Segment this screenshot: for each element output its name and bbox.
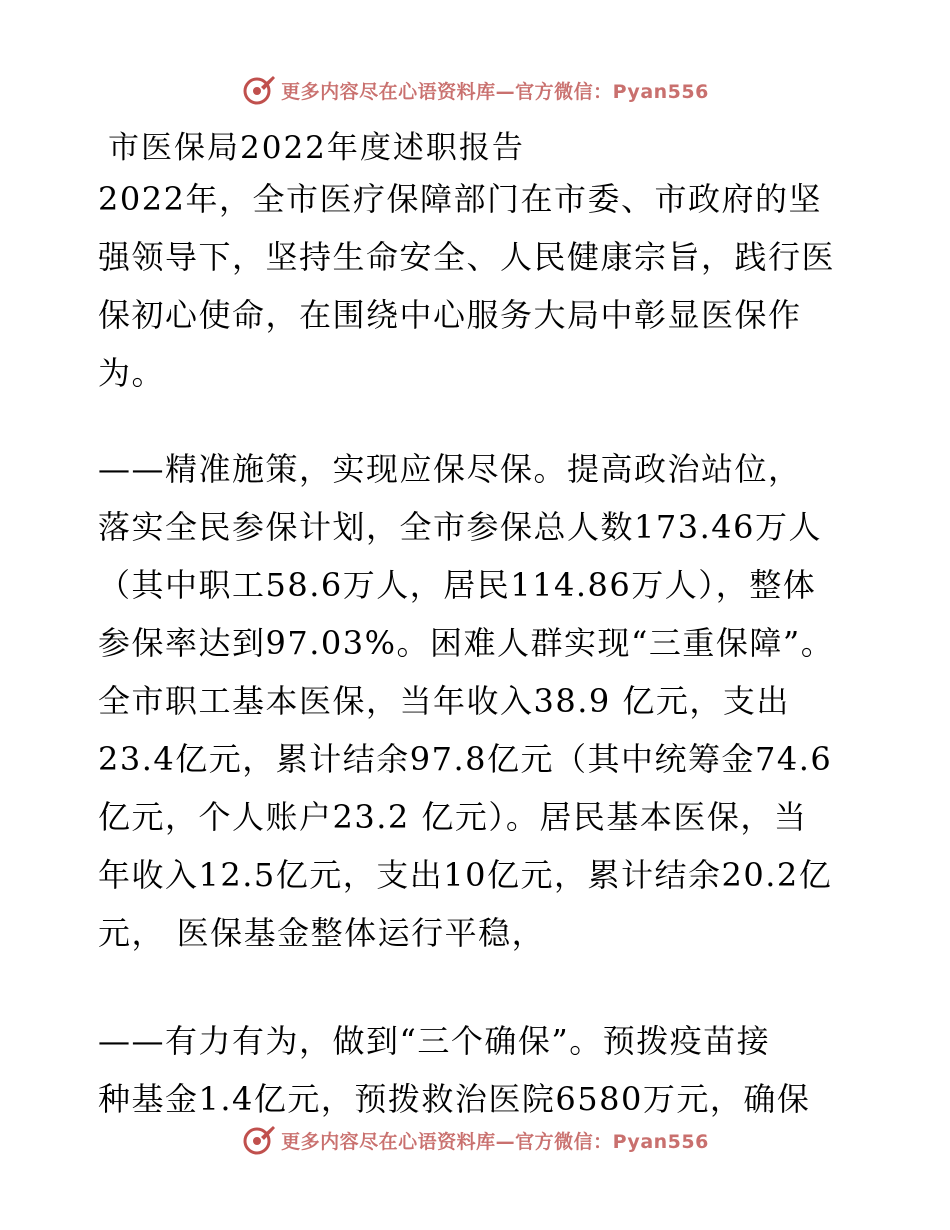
text-line: （其中职工58.6万人，居民114.86万人），整体 (98, 566, 817, 604)
pen-logo-icon (241, 72, 277, 108)
text-line: 参保率达到97.03%。困难人群实现“三重保障”。 (98, 624, 835, 662)
text-line: 种基金1.4亿元，预拨救治医院6580万元，确保 (98, 1080, 811, 1118)
text-line: 亿元，个人账户23.2 亿元）。居民基本医保，当 (98, 798, 808, 836)
text-line: 23.4亿元，累计结余97.8亿元（其中统筹金74.6 (98, 740, 833, 778)
text-line: 年收入12.5亿元，支出10亿元，累计结余20.2亿 (98, 856, 833, 894)
text-line: 元， 医保基金整体运行平稳， (98, 914, 546, 952)
paragraph-three-guarantees (98, 1012, 878, 1128)
document-title: 市医保局2022年度述职报告 (108, 130, 525, 166)
watermark-text: 更多内容尽在心语资料库—官方微信：Pyan556 (281, 1130, 709, 1153)
text-line: 为。 (98, 354, 166, 392)
text-line: 2022年，全市医疗保障部门在市委、市政府的坚 (98, 180, 822, 218)
watermark-footer (0, 1120, 950, 1160)
watermark-header (0, 70, 950, 110)
text-line: 保初心使命，在围绕中心服务大局中彰显医保作 (98, 296, 802, 334)
watermark-text: 更多内容尽在心语资料库—官方微信：Pyan556 (281, 80, 709, 103)
text-line: ——精准施策，实现应保尽保。提高政治站位， (98, 450, 802, 488)
text-line: 落实全民参保计划，全市参保总人数173.46万人 (98, 508, 822, 546)
pen-logo-icon (241, 1122, 277, 1158)
text-line: ——有力有为，做到“三个确保”。预拨疫苗接 (98, 1022, 771, 1060)
text-line: 全市职工基本医保，当年收入38.9 亿元，支出 (98, 682, 790, 720)
paragraph-insurance-coverage (98, 440, 878, 962)
paragraph-intro (98, 170, 878, 402)
text-line: 强领导下，坚持生命安全、人民健康宗旨，践行医 (98, 238, 836, 276)
